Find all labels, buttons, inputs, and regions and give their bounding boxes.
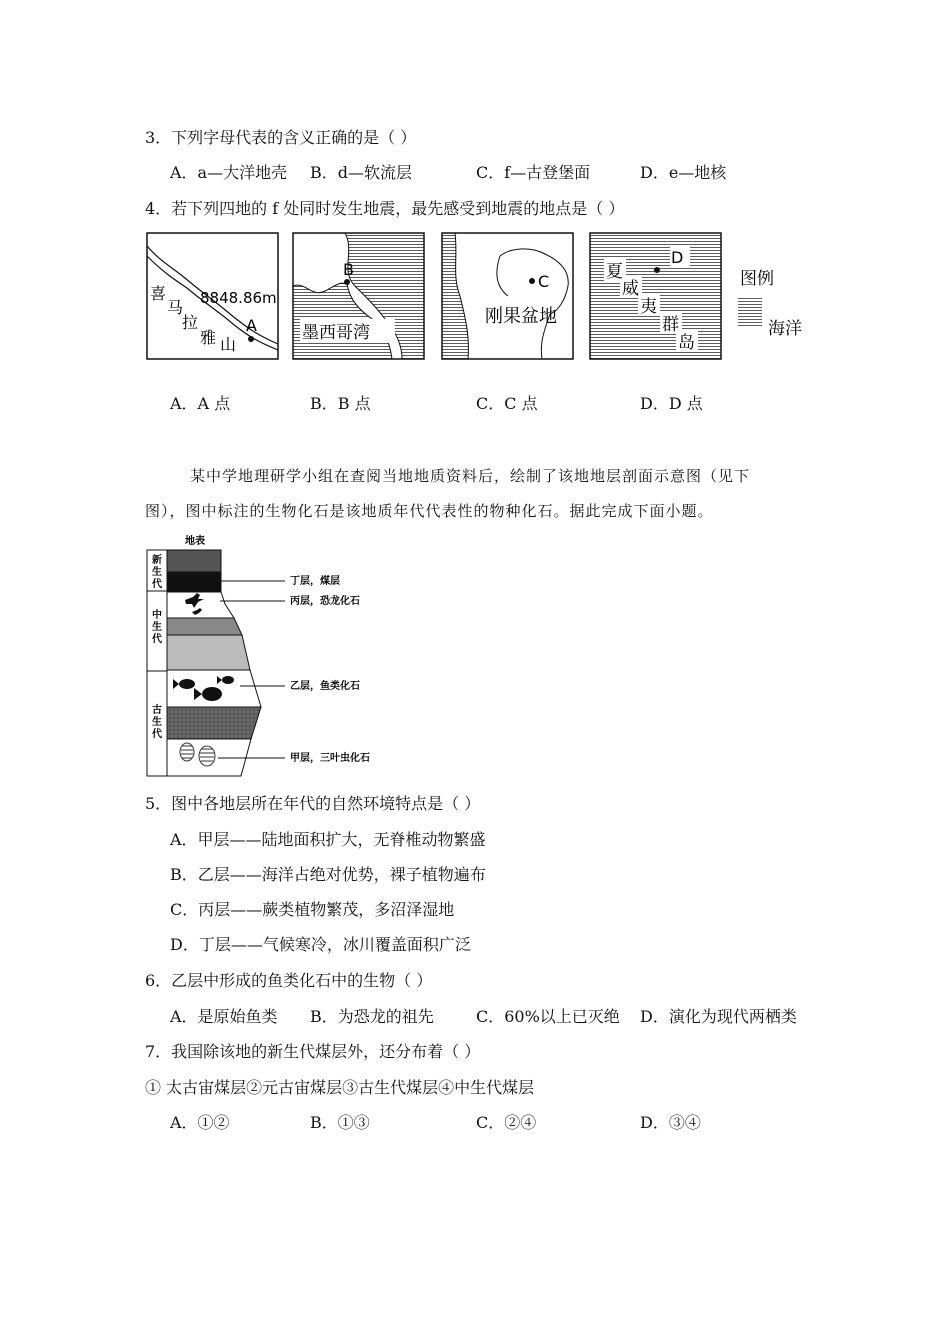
q5-option-a: A．甲层——陆地面积扩大，无脊椎动物繁盛 <box>170 830 486 849</box>
point-a-dot <box>248 336 254 342</box>
layer-jia-label: 甲层，三叶虫化石 <box>290 753 370 764</box>
legend-title: 图例 <box>740 269 774 289</box>
map-legend <box>738 269 802 339</box>
q4-option-d: D．D 点 <box>640 394 703 413</box>
himalaya-char-5: 山 <box>220 335 237 354</box>
map-hawaii <box>590 233 721 359</box>
q4-maps-figure <box>140 226 820 366</box>
hawaii-char-2: 威 <box>622 279 639 299</box>
elevation-label: 8848.86m <box>200 289 277 307</box>
point-d-label: D <box>671 248 684 267</box>
q3-option-d: D．e—地核 <box>640 163 727 182</box>
era-cenozoic-1: 新 <box>152 555 162 566</box>
q6-option-b: B．为恐龙的祖先 <box>310 1007 434 1026</box>
q5-option-d: D．丁层——气候寒冷，冰川覆盖面积广泛 <box>170 935 471 954</box>
q5-option-c: C．丙层——蕨类植物繁茂，多沼泽湿地 <box>170 900 455 919</box>
era-cenozoic-3: 代 <box>152 579 162 590</box>
q7-option-b: B．①③ <box>310 1113 370 1132</box>
passage-line-2: 图），图中标注的生物化石是该地质年代代表性的物种化石。据此完成下面小题。 <box>145 502 714 520</box>
q3-option-b: B．d—软流层 <box>310 163 413 182</box>
era-cenozoic-2: 生 <box>152 567 162 578</box>
himalaya-char-3: 拉 <box>182 313 199 332</box>
hawaii-char-1: 夏 <box>606 262 623 282</box>
q4-option-c: C．C 点 <box>476 394 538 413</box>
era-paleozoic-2: 生 <box>152 717 162 728</box>
point-b-label: B <box>343 260 354 279</box>
layer-yi-label: 乙层，鱼类化石 <box>290 681 360 692</box>
q7-option-c: C．②④ <box>476 1113 537 1132</box>
gulf-of-mexico-label: 墨西哥湾 <box>302 323 370 343</box>
era-paleozoic-1: 古 <box>152 705 162 716</box>
q6-stem: 6．乙层中形成的鱼类化石中的生物（ ） <box>145 971 433 990</box>
legend-ocean-label: 海洋 <box>768 319 802 339</box>
point-b-dot <box>344 279 350 285</box>
hawaii-char-4: 群 <box>662 315 679 335</box>
map-gulf-of-mexico <box>293 233 424 359</box>
layer-bing-label: 丙层，恐龙化石 <box>290 596 360 607</box>
map-congo-basin <box>442 233 573 359</box>
q7-option-a: A．①② <box>170 1113 230 1132</box>
q6-option-c: C．60%以上已灭绝 <box>476 1007 620 1026</box>
q6-option-a: A．是原始鱼类 <box>170 1007 278 1026</box>
q3-option-a: A．a—大洋地壳 <box>170 163 288 182</box>
q7-stem: 7．我国除该地的新生代煤层外，还分布着（ ） <box>145 1042 481 1061</box>
map-himalaya <box>147 233 278 359</box>
era-mesozoic-2: 生 <box>152 622 162 633</box>
surface-label: 地表 <box>185 536 205 547</box>
point-c-label: C <box>538 272 550 291</box>
q5-option-b: B．乙层——海洋占绝对优势，裸子植物遍布 <box>170 865 486 884</box>
himalaya-char-4: 雅 <box>200 328 217 347</box>
himalaya-char-1: 喜 <box>150 284 167 303</box>
q5-stem: 5．图中各地层所在年代的自然环境特点是（ ） <box>145 794 481 813</box>
era-mesozoic-1: 中 <box>152 610 162 621</box>
era-paleozoic-3: 代 <box>152 729 162 740</box>
congo-basin-label: 刚果盆地 <box>485 306 557 327</box>
point-c-dot <box>529 278 535 284</box>
strata-figure <box>140 532 400 782</box>
point-d-dot <box>654 267 660 273</box>
point-a-label: A <box>246 316 257 335</box>
layer-ding-label: 丁层，煤层 <box>290 576 340 587</box>
passage-line-1: 某中学地理研学小组在查阅当地地质资料后，绘制了该地地层剖面示意图（见下 <box>190 467 751 485</box>
q7-option-d: D．③④ <box>640 1113 701 1132</box>
hawaii-char-3: 夷 <box>640 297 657 317</box>
q4-option-a: A．A 点 <box>170 394 231 413</box>
q6-option-d: D．演化为现代两栖类 <box>640 1007 797 1026</box>
q4-stem: 4．若下列四地的 f 处同时发生地震，最先感受到地震的地点是（ ） <box>145 199 625 218</box>
q3-option-c: C．f—古登堡面 <box>476 163 591 182</box>
q7-items: ① 太古宙煤层②元古宙煤层③古生代煤层④中生代煤层 <box>145 1078 535 1097</box>
era-mesozoic-3: 代 <box>152 634 162 645</box>
q4-option-b: B．B 点 <box>310 394 371 413</box>
q3-stem: 3．下列字母代表的含义正确的是（ ） <box>145 128 417 147</box>
hawaii-char-5: 岛 <box>678 333 695 353</box>
himalaya-char-2: 马 <box>167 298 184 317</box>
